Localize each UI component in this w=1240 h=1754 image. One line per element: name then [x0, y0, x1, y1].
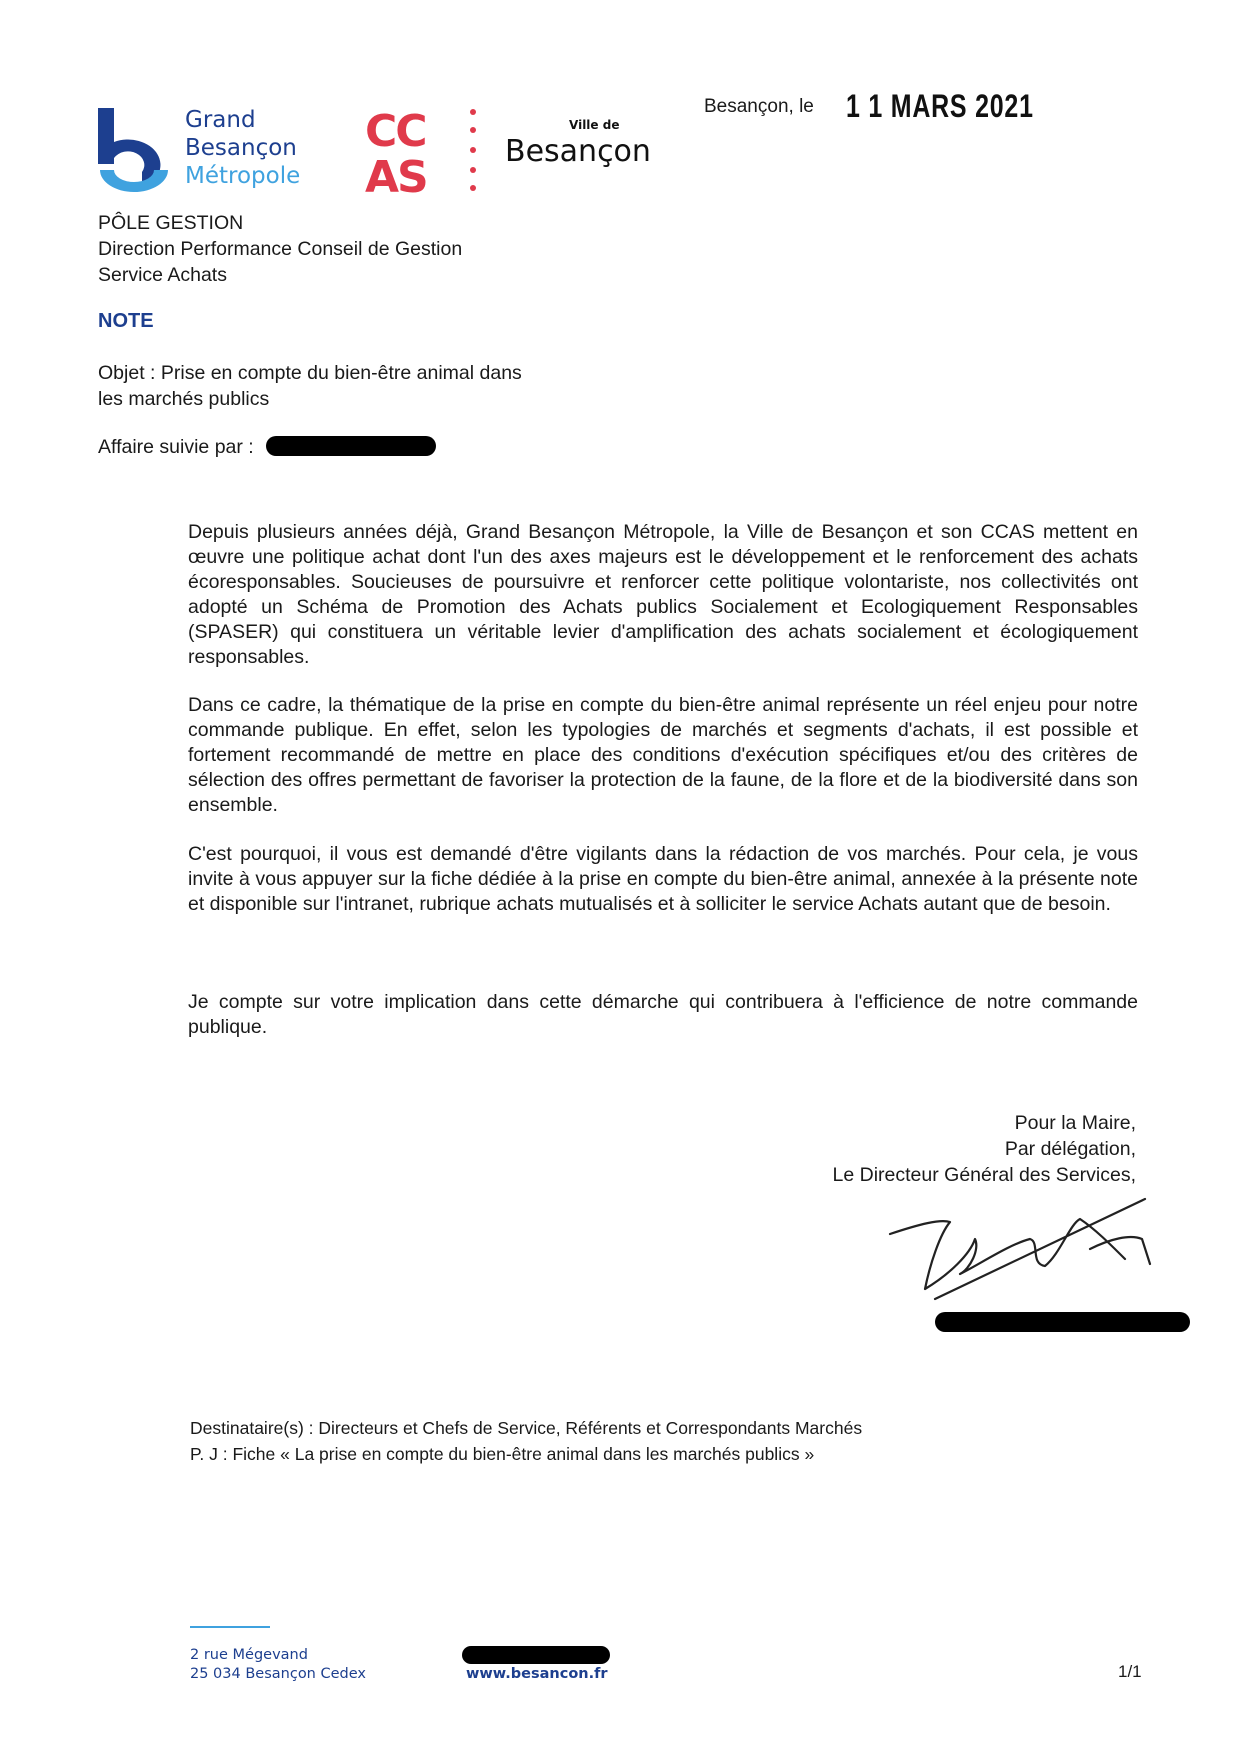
objet-line1: Objet : Prise en compte du bien-être animal dans	[98, 362, 522, 384]
ville-logo-big-text: Besançon	[505, 134, 651, 169]
ville-de-besancon-logo	[505, 118, 651, 169]
ville-logo-small-text: Ville de	[569, 118, 620, 132]
signature-line-2: Par délégation,	[1004, 1138, 1136, 1160]
objet-line2: les marchés publics	[98, 388, 270, 410]
body-paragraph-1: Depuis plusieurs années déjà, Grand Besançon Métropole, la Ville de Besançon et son CCAS mettent en œuvre une politique achat dont l'un des axes majeurs est le développement et le renforcement des achats écoresponsables. Soucieuses de poursuivre et renforcer cette politique volontariste, nos collectivités ont adopté un Schéma de Promotion des Achats publics Socialement et Ecologiquement Responsables (SPASER) qui constituera un véritable levier d'amplification des achats socialement et écologiquement responsables.	[188, 521, 1138, 668]
date-place: Besançon, le	[704, 96, 814, 117]
affaire-suivie-label: Affaire suivie par :	[98, 436, 254, 458]
footer-address-line-1: 2 rue Mégevand	[190, 1647, 308, 1663]
logo-text-line2: Besançon	[185, 135, 297, 161]
page-number: 1/1	[1118, 1662, 1142, 1681]
grand-besancon-metropole-logo-mark	[98, 108, 170, 196]
ccas-logo-row1: CC	[365, 108, 426, 157]
logo-text-line1: Grand	[185, 107, 256, 133]
direction-label: Direction Performance Conseil de Gestion	[98, 238, 463, 260]
redaction-mark	[462, 1646, 610, 1664]
redaction-mark	[935, 1312, 1190, 1332]
handwritten-signature	[880, 1194, 1170, 1314]
date-stamp: 1 1 MARS 2021	[846, 88, 1034, 124]
body-paragraph-4: Je compte sur votre implication dans cette démarche qui contribuera à l'efficience de notre commande publique.	[188, 991, 1138, 1038]
recipients-line: Destinataire(s) : Directeurs et Chefs de Service, Référents et Correspondants Marchés	[190, 1418, 863, 1438]
footer-divider	[190, 1626, 270, 1628]
service-label: Service Achats	[98, 264, 227, 286]
objet-block	[98, 360, 522, 412]
footer-address-line-2: 25 034 Besançon Cedex	[190, 1666, 366, 1682]
logo-text-line3: Métropole	[185, 163, 301, 189]
footer-website-link[interactable]: www.besancon.fr	[466, 1666, 608, 1682]
body-paragraph-3: C'est pourquoi, il vous est demandé d'être vigilants dans la rédaction de vos marchés. Pour cela, je vous invite à vous appuyer sur la fiche dédiée à la prise en compte du bien-être animal, annexée à la présente note et disponible sur l'intranet, rubrique achats mutualisés et à solliciter le service Achats autant que de besoin.	[188, 843, 1138, 915]
signature-line-1: Pour la Maire,	[1014, 1112, 1136, 1134]
body-paragraph-2: Dans ce cadre, la thématique de la prise en compte du bien-être animal représente un réel enjeu pour notre commande publique. En effet, selon les typologies de marchés et segments d'achats, il est possible et fortement recommandé de mettre en place des conditions d'exécution spécifiques et/ou des critères de sélection des offres permettant de favoriser la protection de la faune, de la flore et de la biodiversité dans son ensemble.	[188, 694, 1138, 816]
grand-besancon-metropole-logo-text	[185, 106, 300, 190]
note-title: NOTE	[98, 310, 154, 332]
attachment-line: P. J : Fiche « La prise en compte du bien-être animal dans les marchés publics »	[190, 1444, 815, 1464]
redaction-mark	[266, 436, 436, 456]
ccas-logo-row2: AS	[365, 152, 427, 194]
pole-label: PÔLE GESTION	[98, 212, 244, 234]
ccas-logo	[365, 108, 485, 194]
signature-line-3: Le Directeur Général des Services,	[832, 1164, 1136, 1186]
